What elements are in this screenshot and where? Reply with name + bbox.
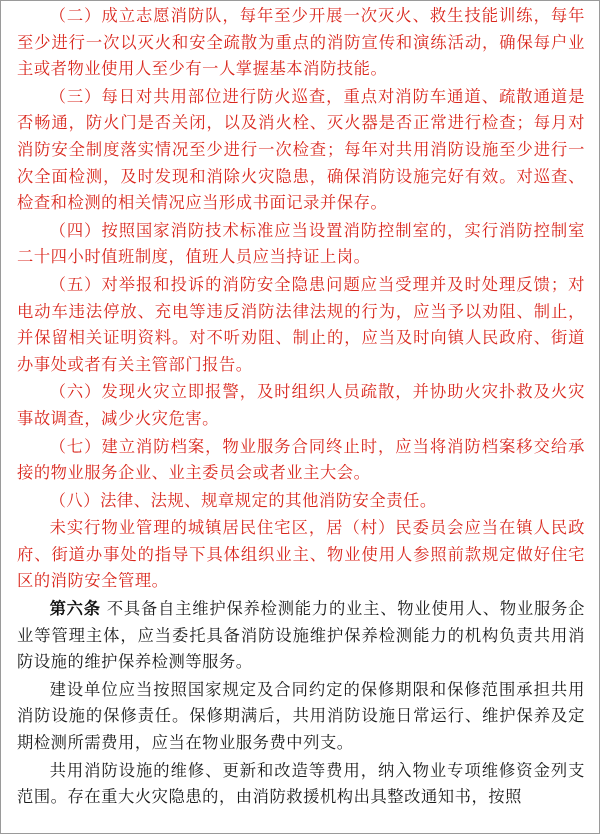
article-6-label: 第六条 [49, 599, 101, 619]
clause-7-paragraph: （七）建立消防档案，物业服务合同终止时，应当将消防档案移交给承接的物业服务企业、业主委员会或者业主大会。 [17, 436, 585, 483]
clause-5-paragraph: （五）对举报和投诉的消防安全隐患问题应当受理并及时处理反馈；对电动车违法停放、充电等违反消防法律法规的行为，应当予以劝阻、制止，并保留相关证明资料。对不听劝阻、制止的，应当及时向镇人民政府、街道办事处或者有关主管部门报告。 [17, 274, 585, 374]
maintenance-fund-paragraph: 共用消防设施的维修、更新和改造等费用，纳入物业专项维修资金列支范围。存在重大火灾隐患的，由消防救援机构出具整改通知书，按照 [17, 760, 585, 807]
clause-4-paragraph: （四）按照国家消防技术标准应当设置消防控制室的，实行消防控制室二十四小时值班制度，值班人员应当持证上岗。 [17, 220, 585, 267]
clause-8-paragraph: （八）法律、法规、规章规定的其他消防安全责任。 [49, 490, 437, 510]
warranty-paragraph: 建设单位应当按照国家规定及合同约定的保修期限和保修范围承担共用消防设施的保修责任。保修期满后，共用消防设施日常运行、维护保养及定期检测所需费用，应当在物业服务费中列支。 [17, 679, 585, 753]
clause-2-paragraph: （二）成立志愿消防队，每年至少开展一次灭火、救生技能训练，每年至少进行一次以灭火和安全疏散为重点的消防宣传和演练活动，确保每户业主或者物业使用人至少有一人掌握基本消防技能。 [17, 6, 585, 79]
clause-3-paragraph: （三）每日对共用部位进行防火巡查，重点对消防车通道、疏散通道是否畅通，防火门是否关闭，以及消火栓、灭火器是否正常进行检查；每月对消防安全制度落实情况至少进行一次检查；每年对共用消防设施至少进行一次全面检测，及时发现和消除火灾隐患，确保消防设施完好有效。对巡查、检查和检测的相关情况应当形成书面记录并保存。 [17, 86, 585, 213]
article-6-paragraph [17, 596, 585, 676]
article-6-text: 不具备自主维护保养检测能力的业主、物业使用人、物业服务企业等管理主体，应当委托具备消防设施维护保养检测能力的机构负责共用消防设施的维护保养检测等服务。 [17, 599, 585, 672]
residential-area-paragraph: 未实行物业管理的城镇居民住宅区，居（村）民委员会应当在镇人民政府、街道办事处的指导下具体组织业主、物业使用人参照前款规定做好住宅区的消防安全管理。 [17, 518, 585, 591]
clause-6-paragraph: （六）发现火灾立即报警，及时组织人员疏散，并协助火灾扑救及火灾事故调查，减少火灾危害。 [17, 382, 585, 428]
